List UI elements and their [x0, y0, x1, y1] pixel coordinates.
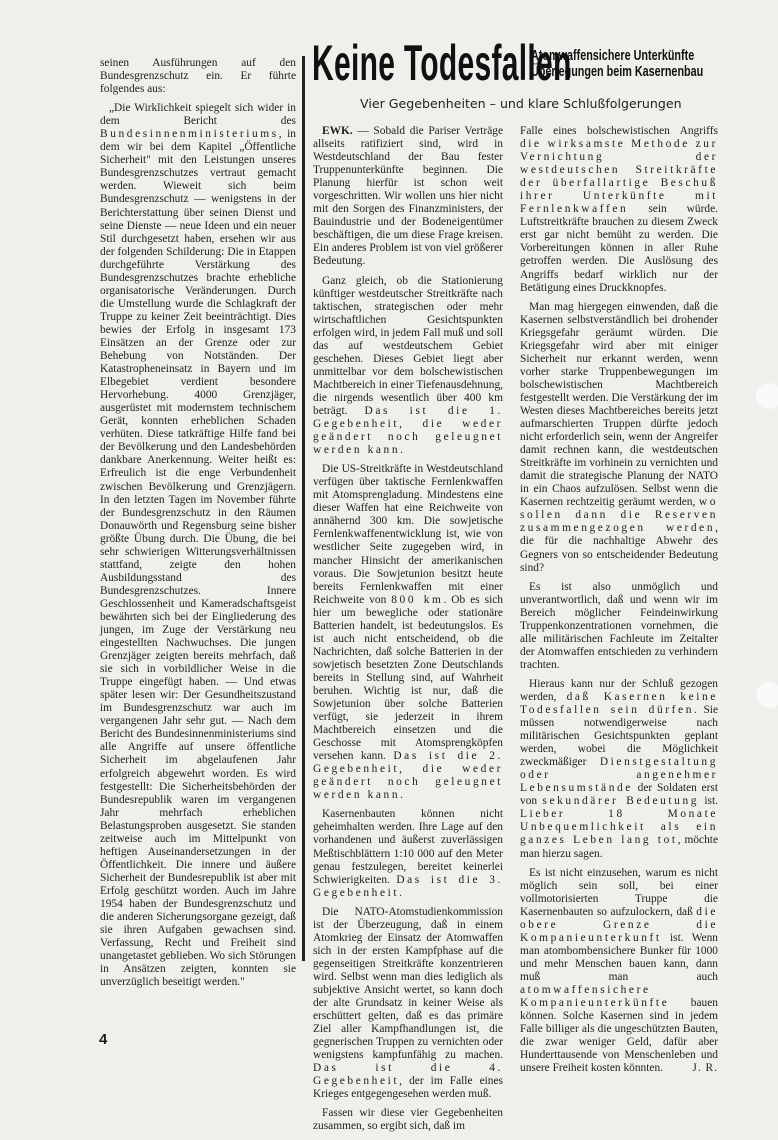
paragraph	[520, 125, 718, 295]
emphasized-text: Das ist die 1. Gegebenheit, die weder geändert noch geleugnet werden kann.	[313, 404, 503, 457]
text-run: . Sie müssen notwendigerweise nach militärischen Gesichtspunkten geplant werden, wobei die Möglichkeit zweckmäßiger	[520, 704, 718, 769]
text-run: , die für die nachhaltige Abwehr des Gegners von so entscheidender Bedeutung sind?	[520, 522, 718, 574]
emphasized-text: 800 km	[391, 593, 444, 606]
author-signature: J. R.	[692, 1062, 718, 1075]
page-number: 4	[99, 1031, 108, 1048]
emphasized-text: sekundärer Bedeutung	[542, 795, 700, 808]
paragraph	[313, 906, 503, 1102]
text-run: der Soldaten erst von	[520, 782, 718, 808]
headline: Keine Todesfallen	[312, 35, 572, 91]
paragraph	[313, 275, 503, 458]
paragraph	[520, 581, 718, 672]
kicker-line-2: Überlegungen beim Kasernenbau	[531, 63, 704, 80]
paragraph	[100, 102, 296, 989]
paragraph	[313, 463, 503, 802]
text-run: Kasernenbauten können nicht geheimhalten werden. Ihre Lage auf den vorhandenen und äußerst zuverlässigen Meßtischblättern 1:10 000 auf den Meter genau festzulegen, bereitet keinerlei Schwierigkeiten.	[313, 808, 503, 886]
punch-hole	[756, 383, 778, 409]
punch-hole	[756, 682, 778, 708]
text-run: Es ist nicht einzusehen, warum es nicht möglich sein soll, bei einer vollmotorisierten Truppe die Kasernenbauten so aufzulockern, daß	[520, 866, 718, 918]
paragraph	[520, 678, 718, 861]
text-run: Die NATO-Atomstudienkommission ist der Überzeugung, daß in einem Atomkrieg der Einsatz der Atomwaffen sich in der ersten Kampfphase auf die gegenseitigen Streitkräfte konzentrieren wird. Selbst wenn man dies lediglich als subjektive Ansicht wertet, so kann doch der alte Grundsatz in keiner Weise als erschüttert gelten, daß es das primäre Ziel aller Kampfhandlungen ist, die gegnerischen Truppen zu vernichten oder wenigstens kampfunfähig zu machen.	[313, 905, 503, 1062]
kicker	[531, 48, 703, 80]
text-run: Fassen wir diese vier Gegebenheiten zusammen, so ergibt sich, daß im	[313, 1107, 503, 1133]
dateline: EWK.	[322, 125, 353, 137]
paragraph	[520, 301, 718, 575]
paragraph	[313, 1107, 503, 1133]
emphasized-text: atomwaffensichere Kompanieunterkünfte	[520, 984, 670, 1010]
text-run: , möchte man hierzu sagen.	[520, 834, 718, 860]
text-run: ist.	[699, 795, 718, 808]
text-run: Hieraus kann nur der Schluß gezogen werden,	[520, 677, 718, 703]
text-run: Es ist also unmöglich und unverantwortlich, daß und wenn wir im Bereich möglicher Feindeinwirkung Truppenkonzentrationen vornehmen, die alle militärischen Fachleute im Zeitalter der Atomwaffen entschieden zu verhindern trachten.	[520, 580, 718, 671]
emphasized-text: Das ist die 4. Gegebenheit	[313, 1062, 503, 1088]
text-run: sein würde. Luftstreitkräfte brauchen zu diesem Zweck erst gar nicht bemüht zu werden. Die Vorbereitungen können in aller Ruhe getroffen werden. Die Auslösung des Angriffs bedarf wirklich nur der Betätigung eines Druckknopfes.	[520, 203, 718, 294]
text-run: , in dem wir bei dem Kapitel „Öffentliche Sicherheit" mit den Leistungen unseres Bundesgrenzschutzes vertraut gemacht werden. Wieweit sich beim Bundesgrenzschutz — wenigstens in der Berichterstattung über seinen Dienst und seine Dienste — neue Ideen und ein neuer Stil durchgesetzt haben, ersehen wir aus der folgenden Schilderung: Die in Etappen durchgeführte Verstärkung des Bundesgrenzschutzes brachte erhebliche organisatorische Veränderungen. Durch die Umstellung wurde die Schlagkraft der Truppe zu keiner Zeit beeinträchtigt. Dies bewies der Erfolg in insgesamt 173 Einsätzen an der Grenze oder zur Behebung von Notständen. Der Katastropheneinsatz in Bayern und im Elbegebiet verdient besondere Hervorhebung. 4000 Grenzjäger, ausgerüstet mit modernstem technischem Gerät, konnten erheblichen Schaden verhüten. Diese tatkräftige Hilfe fand bei der Bevölkerung und den Landesbehörden dankbare Anerkennung. Weiter heißt es: Erfreulich ist die enge Verbundenheit zwischen Bevölkerung und Grenzjägern. In den letzten Tagen im November führte der Bundesgrenzschutz in den Räumen Donauwörth und Regensburg seine bisher größte Übung durch. Die Übung, die bei sehr schwierigen Witterungsverhältnissen stattfand, zeigte den hohen Ausbildungsstand des Bundesgrenzschutzes. Innere Geschlossenheit und Kameradschaftsgeist bewährten sich bei der Eingliederung des jungen, im Zuge der Verstärkung neu eingestellten Nachwuchses. Die jungen Grenzjäger zeigten bereits mehrfach, daß sie sich in vorbildlicher Weise in die Truppe eingefügt haben. — Und etwas später lesen wir: Der Gesundheitszustand im Bundesgrenzschutz war auch im vergangenen Jahr sehr gut. — Nach dem Bericht des Bundesinnenministeriums sind alle Angriffe auf unsere öffentliche Sicherheit im abgelaufenen Jahr erfolgreich abgewehrt worden. Es wird festgestellt: Die Sicherheitsbehörden der Bundesrepublik waren im vergangenen Jahr mehrfach erheblichen Belastungsproben ausgesetzt. Sie standen zeitweise auch im Mittelpunkt von heftigen Auseinandersetzungen in der Öffentlichkeit. Die innere und äußere Sicherheit der Bundesrepublik ist aber mit Erfolg geschützt worden. Auch im Jahre 1954 haben der Bundesgrenzschutz und die anderen Sicherungsorgane gezeigt, daß sie ihren Aufgaben gewachsen sind. Verfassung, Recht und Freiheit sind unangetastet geblieben. Wo sich Störungen in Ansätzen zeigten, konnten sie unverzüglich beseitigt werden."	[100, 128, 296, 989]
left-column	[100, 57, 296, 995]
column-rule	[302, 56, 305, 961]
text-run: Ganz gleich, ob die Stationierung künftiger westdeutscher Streitkräfte nach taktischen, strategischen oder mehr wirtschaftlichen Gesichtspunkten erfolgen wird, in jedem Fall muß und soll das auf westdeutschem Gebiet geschehen. Dieses Gebiet liegt aber unmittelbar vor dem bolschewistischen Machtbereich in einer Tiefenausdehnung, die nirgends wesentlich über 400 km beträgt.	[313, 274, 503, 417]
text-run: Die US-Streitkräfte in Westdeutschland verfügen über taktische Fernlenkwaffen mit Atomsprengladung. Mindestens eine dieser Waffen hat eine Reichweite von annähernd 300 km. Die sowjetische Fernlenkwaffenentwicklung ist, wie von westlicher Seite zugegeben wird, in mancher Hinsicht der amerikanischen voraus. Die Sowjetunion besitzt heute bereits Fernlenkwaffen mit einer Reichweite von	[313, 463, 503, 606]
text-run: Falle eines bolschewistischen Angriffs	[520, 125, 718, 137]
text-run: bauen können. Solche Kasernen sind in jedem Falle billiger als die ungeschützten Bauten, die zwar weniger Geld, dafür aber Hunderttausende von Menschenleben und unsere Freiheit kosten könnten.	[520, 997, 718, 1075]
emphasized-text: wo sollen dann die Reserven zusammengezogen werden	[520, 496, 718, 535]
paragraph	[520, 867, 718, 1076]
kicker-line-1: Atomwaffensichere Unterkünfte	[531, 47, 695, 64]
article-column-1	[313, 125, 503, 1140]
emphasized-text: die wirksamste Methode zur Vernichtung der westdeutschen Streitkräfte der überfallartige Beschuß ihrer Unterkünfte mit Fernlenkwaffen	[520, 138, 718, 216]
emphasized-text: Das ist die 2. Gegebenheit, die weder geändert noch geleugnet werden kann.	[313, 750, 503, 802]
paragraph	[313, 808, 503, 899]
paragraph	[100, 57, 296, 96]
emphasized-text: die obere Grenze die Kompanieunterkunft	[520, 905, 718, 944]
text-run: ist. Wenn man atombombensichere Bunker für 1000 und mehr Menschen bauen kann, dann muß man auch	[520, 931, 718, 983]
text-run: — Sobald die Pariser Verträge allseits ratifiziert sind, wird in Westdeutschland der Bau fester Truppenunterkünfte beginnen. Die Planung hierfür ist schon weit vorgeschritten. Wir wollen uns hier nicht mit den Sorgen des Finanzministers, der Bauindustrie und der Bodeneigentümer beschäftigen, die um diese Frage kreisen. Ein anderes Problem ist von viel größerer Bedeutung.	[313, 125, 503, 268]
emphasized-text: Lieber 18 Monate Unbequemlichkeit als ein ganzes Leben lang tot	[520, 808, 718, 847]
text-run: seinen Ausführungen auf den Bundesgrenzschutz ein. Er führte folgendes aus:	[100, 57, 296, 96]
emphasized-text: Bundesinnenministeriums	[100, 128, 279, 141]
text-run: Man mag hiergegen einwenden, daß die Kasernen selbstverständlich bei drohender Kriegsgefahr geräumt würden. Die Kriegsgefahr wird aber mit einiger Sicherheit nur erkannt werden, wenn vorher starke Truppenbewegungen im bolschewistischen Machtbereich festgestellt werden. Die Verstärkung der im Westen dieses Machtbereiches bereits jetzt aufmarschierten Truppen dürfte jedoch nicht erforderlich sein, wenn der Angreifer damit rechnen kann, die westdeutschen Streitkräfte im vorhinein zu vernichten und damit die strategische Planung der NATO in ein Chaos aufzulösen. Selbst wenn die Kasernen rechtzeitig geräumt werden,	[520, 300, 718, 509]
emphasized-text: Dienstgestaltung oder angenehmer Lebensumstände	[520, 756, 718, 795]
text-run: , der im Falle eines Krieges entgegengesehen werden muß.	[313, 1075, 503, 1101]
text-run: . Ob es sich hier um bewegliche oder stationäre Batterien handelt, ist bedeutungslos. Es ist auch nicht entscheidend, ob die Nachrichten, daß solche Batterien in der sowjetisch besetzten Zone Deutschlands bereits in Stellung sind, auf Wahrheit beruhen. Wichtig ist nur, daß die Sowjetunion über solche Batterien verfügt, sie jederzeit in ihrem Machtbereich einsetzen und die Geschosse mit Atomsprengköpfen versehen kann.	[313, 593, 503, 763]
emphasized-text: daß Kasernen keine Todesfallen sein dürfen	[520, 690, 718, 717]
text-run: „Die Wirklichkeit spiegelt sich wider in dem Bericht des	[100, 102, 296, 128]
article-column-2	[520, 125, 718, 1081]
paragraph	[313, 125, 503, 269]
subtitle: Vier Gegebenheiten – und klare Schlußfolgerungen	[360, 96, 682, 111]
emphasized-text: Das ist die 3. Gegebenheit.	[313, 873, 503, 899]
